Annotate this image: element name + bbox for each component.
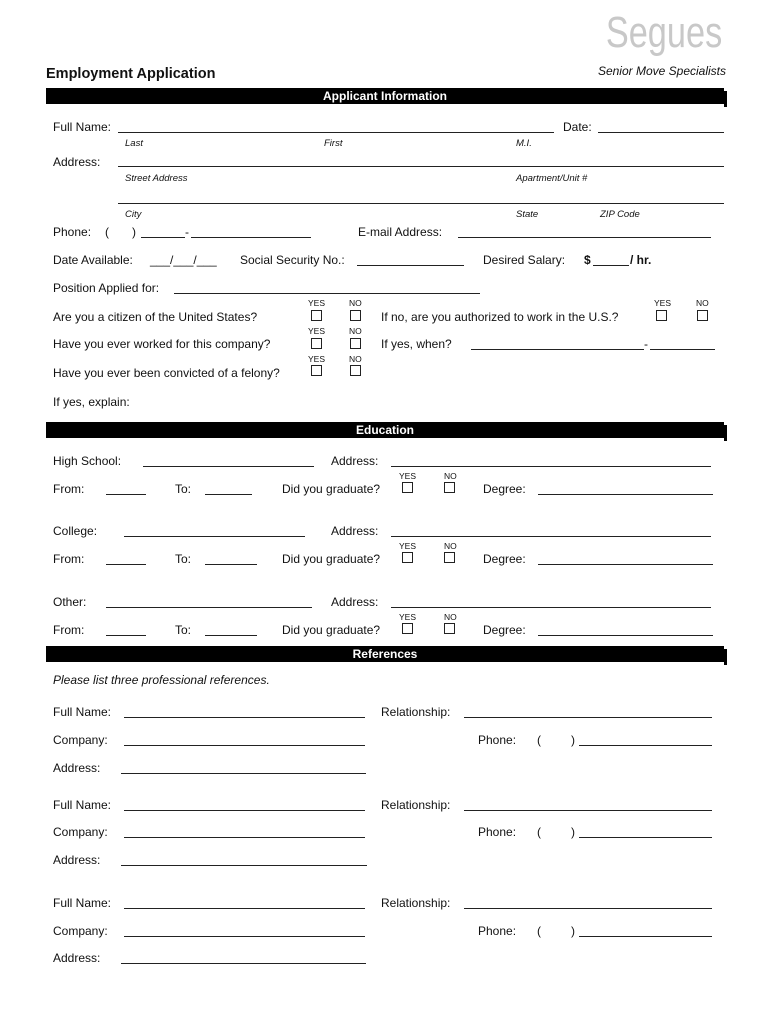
when-from-field[interactable]: [471, 349, 644, 350]
phone-dash: -: [185, 225, 189, 239]
ref3-full-name-label: Full Name:: [53, 896, 112, 910]
hs-to-field[interactable]: [205, 494, 252, 495]
felony-yes-caption: YES: [308, 354, 326, 364]
section-education: Education: [46, 422, 724, 438]
citizen-question: Are you a citizen of the United States?: [53, 310, 258, 324]
ref2-phone-label: Phone:: [478, 825, 517, 839]
college-graduate-no-checkbox[interactable]: [444, 552, 455, 563]
felony-no-caption: NO: [349, 354, 362, 364]
ref2-relationship-label: Relationship:: [381, 798, 451, 812]
hs-degree-label: Degree:: [483, 482, 526, 496]
high-school-field[interactable]: [143, 466, 314, 467]
ref2-address-label: Address:: [53, 853, 101, 867]
ref2-address-field[interactable]: [121, 865, 367, 866]
citizen-no-checkbox[interactable]: [350, 310, 361, 321]
last-name-caption: Last: [125, 138, 143, 149]
full-name-label: Full Name:: [53, 120, 112, 134]
ref1-phone-label: Phone:: [478, 733, 517, 747]
felony-yes-checkbox[interactable]: [311, 365, 322, 376]
first-name-caption: First: [324, 138, 343, 149]
city-caption: City: [125, 209, 142, 220]
college-graduate-question: Did you graduate?: [282, 552, 381, 566]
hs-yes-caption: YES: [399, 471, 417, 481]
phone-number-field[interactable]: [191, 237, 311, 238]
ref3-phone-open: (: [537, 924, 541, 938]
authorized-no-checkbox[interactable]: [697, 310, 708, 321]
ref2-full-name-field[interactable]: [124, 810, 365, 811]
authorized-no-caption: NO: [696, 298, 709, 308]
ref3-relationship-label: Relationship:: [381, 896, 451, 910]
other-school-field[interactable]: [106, 607, 312, 608]
ref1-full-name-label: Full Name:: [53, 705, 112, 719]
date-label: Date:: [563, 120, 592, 134]
college-to-field[interactable]: [205, 564, 257, 565]
ref2-company-field[interactable]: [124, 837, 365, 838]
address-label: Address:: [53, 155, 101, 169]
salary-suffix: / hr.: [630, 253, 652, 267]
citizen-yes-checkbox[interactable]: [311, 310, 322, 321]
zip-caption: ZIP Code: [600, 209, 640, 220]
city-state-zip-field[interactable]: [118, 203, 724, 204]
other-no-caption: NO: [444, 612, 457, 622]
ref2-phone-close: ): [571, 825, 575, 839]
college-from-label: From:: [53, 552, 85, 566]
other-graduate-question: Did you graduate?: [282, 623, 381, 637]
explain-label: If yes, explain:: [53, 395, 130, 409]
section-references: References: [46, 646, 724, 662]
citizen-no-caption: NO: [349, 298, 362, 308]
ref1-phone-close: ): [571, 733, 575, 747]
street-address-field[interactable]: [118, 166, 724, 167]
section-applicant-information: Applicant Information: [46, 88, 724, 104]
other-graduate-yes-checkbox[interactable]: [402, 623, 413, 634]
brand-logo: Segues: [605, 8, 722, 57]
other-address-field[interactable]: [391, 607, 711, 608]
ssn-label: Social Security No.:: [240, 253, 345, 267]
ref2-relationship-field[interactable]: [464, 810, 712, 811]
other-school-label: Other:: [53, 595, 87, 609]
salary-dollar: $: [584, 253, 591, 267]
email-label: E-mail Address:: [358, 225, 443, 239]
ref1-phone-open: (: [537, 733, 541, 747]
college-from-field[interactable]: [106, 564, 146, 565]
hs-no-caption: NO: [444, 471, 457, 481]
street-address-caption: Street Address: [125, 173, 188, 184]
phone-close-paren: ): [132, 225, 136, 239]
ref3-company-label: Company:: [53, 924, 108, 938]
state-caption: State: [516, 209, 539, 220]
references-intro: Please list three professional references.: [53, 673, 270, 687]
college-address-label: Address:: [331, 524, 379, 538]
other-yes-caption: YES: [399, 612, 417, 622]
college-no-caption: NO: [444, 541, 457, 551]
date-available-label: Date Available:: [53, 253, 133, 267]
ref3-relationship-field[interactable]: [464, 908, 712, 909]
other-degree-label: Degree:: [483, 623, 526, 637]
worked-yes-caption: YES: [308, 326, 326, 336]
other-from-label: From:: [53, 623, 85, 637]
ref1-address-label: Address:: [53, 761, 101, 775]
ref2-full-name-label: Full Name:: [53, 798, 112, 812]
ref3-phone-label: Phone:: [478, 924, 517, 938]
ref2-phone-field[interactable]: [579, 837, 712, 838]
college-address-field[interactable]: [391, 536, 711, 537]
college-to-label: To:: [175, 552, 192, 566]
college-degree-label: Degree:: [483, 552, 526, 566]
ref2-phone-open: (: [537, 825, 541, 839]
ref3-address-field[interactable]: [121, 963, 366, 964]
felony-no-checkbox[interactable]: [350, 365, 361, 376]
worked-yes-checkbox[interactable]: [311, 338, 322, 349]
authorized-question: If no, are you authorized to work in the U.S.?: [381, 310, 619, 324]
position-label: Position Applied for:: [53, 281, 160, 295]
when-to-field[interactable]: [650, 349, 715, 350]
high-school-address-field[interactable]: [391, 466, 711, 467]
ref1-company-field[interactable]: [124, 745, 365, 746]
worked-no-caption: NO: [349, 326, 362, 336]
ref1-address-field[interactable]: [121, 773, 366, 774]
phone-prefix-field[interactable]: [141, 237, 185, 238]
other-degree-field[interactable]: [538, 635, 713, 636]
hs-degree-field[interactable]: [538, 494, 713, 495]
college-degree-field[interactable]: [538, 564, 713, 565]
ref1-relationship-label: Relationship:: [381, 705, 451, 719]
felony-question: Have you ever been convicted of a felony?: [53, 366, 280, 380]
high-school-label: High School:: [53, 454, 122, 468]
ssn-field[interactable]: [357, 265, 464, 266]
other-from-field[interactable]: [106, 635, 146, 636]
citizen-yes-caption: YES: [308, 298, 326, 308]
college-yes-caption: YES: [399, 541, 417, 551]
ref3-phone-close: ): [571, 924, 575, 938]
phone-open-paren: (: [105, 225, 109, 239]
brand-tagline: Senior Move Specialists: [597, 64, 726, 78]
form-title: Employment Application: [46, 66, 216, 82]
authorized-yes-checkbox[interactable]: [656, 310, 667, 321]
college-field[interactable]: [124, 536, 305, 537]
ref3-full-name-field[interactable]: [124, 908, 365, 909]
high-school-address-label: Address:: [331, 454, 379, 468]
middle-initial-caption: M.I.: [516, 138, 532, 149]
date-available-field[interactable]: ___/___/___: [150, 253, 217, 267]
hs-graduate-yes-checkbox[interactable]: [402, 482, 413, 493]
hs-graduate-question: Did you graduate?: [282, 482, 381, 496]
when-dash: -: [644, 337, 648, 351]
email-field[interactable]: [458, 237, 711, 238]
college-label: College:: [53, 524, 98, 538]
ref1-phone-field[interactable]: [579, 745, 712, 746]
desired-salary-label: Desired Salary:: [483, 253, 566, 267]
ref3-company-field[interactable]: [124, 936, 365, 937]
worked-question: Have you ever worked for this company?: [53, 337, 271, 351]
ref2-company-label: Company:: [53, 825, 108, 839]
ref1-relationship-field[interactable]: [464, 717, 712, 718]
hs-from-field[interactable]: [106, 494, 146, 495]
hs-to-label: To:: [175, 482, 192, 496]
apartment-caption: Apartment/Unit #: [516, 173, 588, 184]
date-field[interactable]: [598, 132, 724, 133]
worked-no-checkbox[interactable]: [350, 338, 361, 349]
hs-graduate-no-checkbox[interactable]: [444, 482, 455, 493]
ref1-company-label: Company:: [53, 733, 108, 747]
hs-from-label: From:: [53, 482, 85, 496]
other-to-field[interactable]: [205, 635, 257, 636]
ref1-full-name-field[interactable]: [124, 717, 365, 718]
ref3-address-label: Address:: [53, 951, 101, 965]
ref3-phone-field[interactable]: [579, 936, 712, 937]
desired-salary-field[interactable]: [593, 265, 629, 266]
authorized-yes-caption: YES: [654, 298, 672, 308]
other-to-label: To:: [175, 623, 192, 637]
other-address-label: Address:: [331, 595, 379, 609]
other-graduate-no-checkbox[interactable]: [444, 623, 455, 634]
full-name-field[interactable]: [118, 132, 554, 133]
when-question: If yes, when?: [381, 337, 452, 351]
position-field[interactable]: [174, 293, 480, 294]
phone-label: Phone:: [53, 225, 92, 239]
college-graduate-yes-checkbox[interactable]: [402, 552, 413, 563]
